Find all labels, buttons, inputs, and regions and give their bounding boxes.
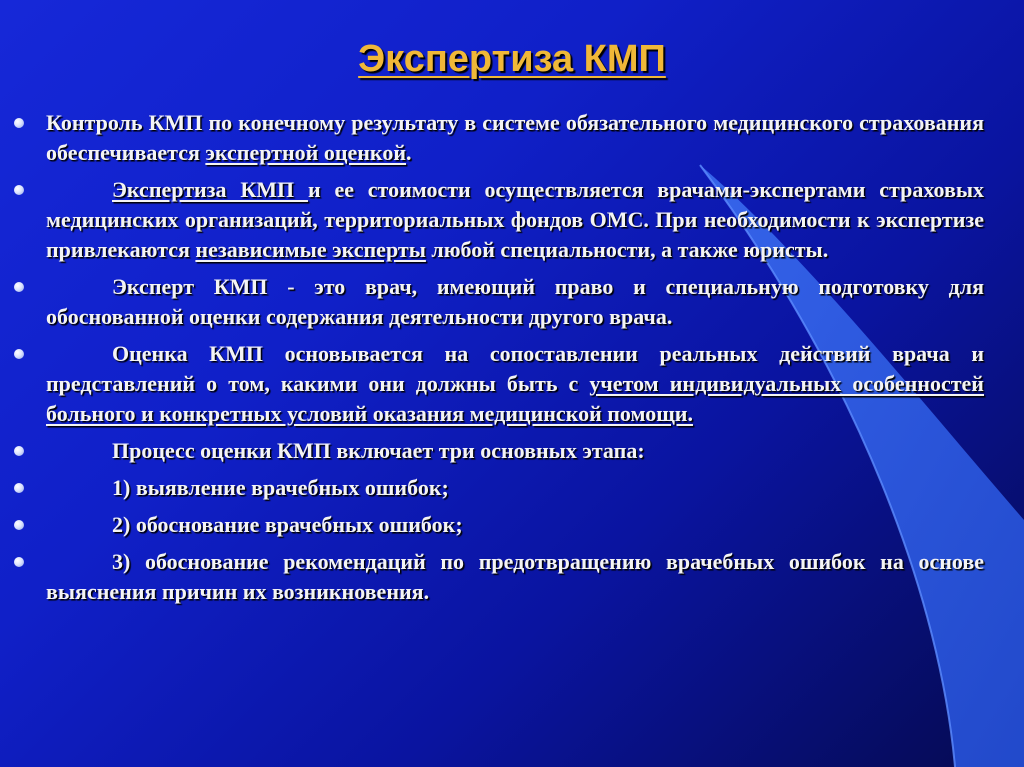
bullet-text — [46, 272, 984, 332]
underlined-term: Экспертиза КМП — [112, 177, 308, 202]
bullet-text — [46, 436, 984, 466]
bullet-point-icon — [14, 349, 24, 359]
text-run: Контроль КМП по конечному результату в системе обязательного медицинского страхования обеспечивается — [46, 110, 984, 165]
bullet-text — [46, 339, 984, 429]
bullet-list — [14, 108, 984, 614]
bullet-point-icon — [14, 185, 24, 195]
bullet-point-icon — [14, 520, 24, 530]
bullet-text — [46, 510, 984, 540]
bullet-text — [46, 547, 984, 607]
underlined-term: экспертной оценкой — [205, 140, 406, 165]
bullet-point-icon — [14, 446, 24, 456]
text-run: Эксперт КМП - это врач, имеющий право и специальную подготовку для обоснованной оценки содержания деятельности другого врача. — [46, 274, 984, 329]
bullet-text — [46, 108, 984, 168]
bullet-item — [14, 547, 984, 607]
bullet-text — [46, 175, 984, 265]
bullet-point-icon — [14, 557, 24, 567]
bullet-item — [14, 175, 984, 265]
bullet-point-icon — [14, 282, 24, 292]
bullet-item — [14, 272, 984, 332]
bullet-point-icon — [14, 483, 24, 493]
underlined-term: независимые эксперты — [195, 237, 426, 262]
text-run: . — [406, 140, 412, 165]
text-run: Процесс оценки КМП включает три основных этапа: — [112, 438, 645, 463]
bullet-point-icon — [14, 118, 24, 128]
bullet-item — [14, 108, 984, 168]
text-run: 3) обоснование рекомендаций по предотвращению врачебных ошибок на основе выяснения причин их возникновения. — [46, 549, 984, 604]
underlined-term: учетом индивидуальных особенностей больного и конкретных условий оказания медицинской помощи. — [46, 371, 984, 426]
bullet-item — [14, 339, 984, 429]
text-run: любой специальности, а также юристы. — [425, 237, 829, 262]
text-run: 2) обоснование врачебных ошибок; — [112, 512, 463, 537]
bullet-text — [46, 473, 984, 503]
text-run: Оценка КМП основывается на сопоставлении реальных действий врача и представлений о том, какими они должны быть с — [46, 341, 984, 396]
slide-title: Экспертиза КМП — [358, 38, 666, 80]
text-run: и ее стоимости осуществляется врачами-экспертами страховых медицинских организаций, территориальных фондов ОМС. При необходимости к экспертизе привлекаются — [46, 177, 984, 262]
text-run: 1) выявление врачебных ошибок; — [112, 475, 449, 500]
bullet-item — [14, 473, 984, 503]
bullet-item — [14, 510, 984, 540]
bullet-item — [14, 436, 984, 466]
